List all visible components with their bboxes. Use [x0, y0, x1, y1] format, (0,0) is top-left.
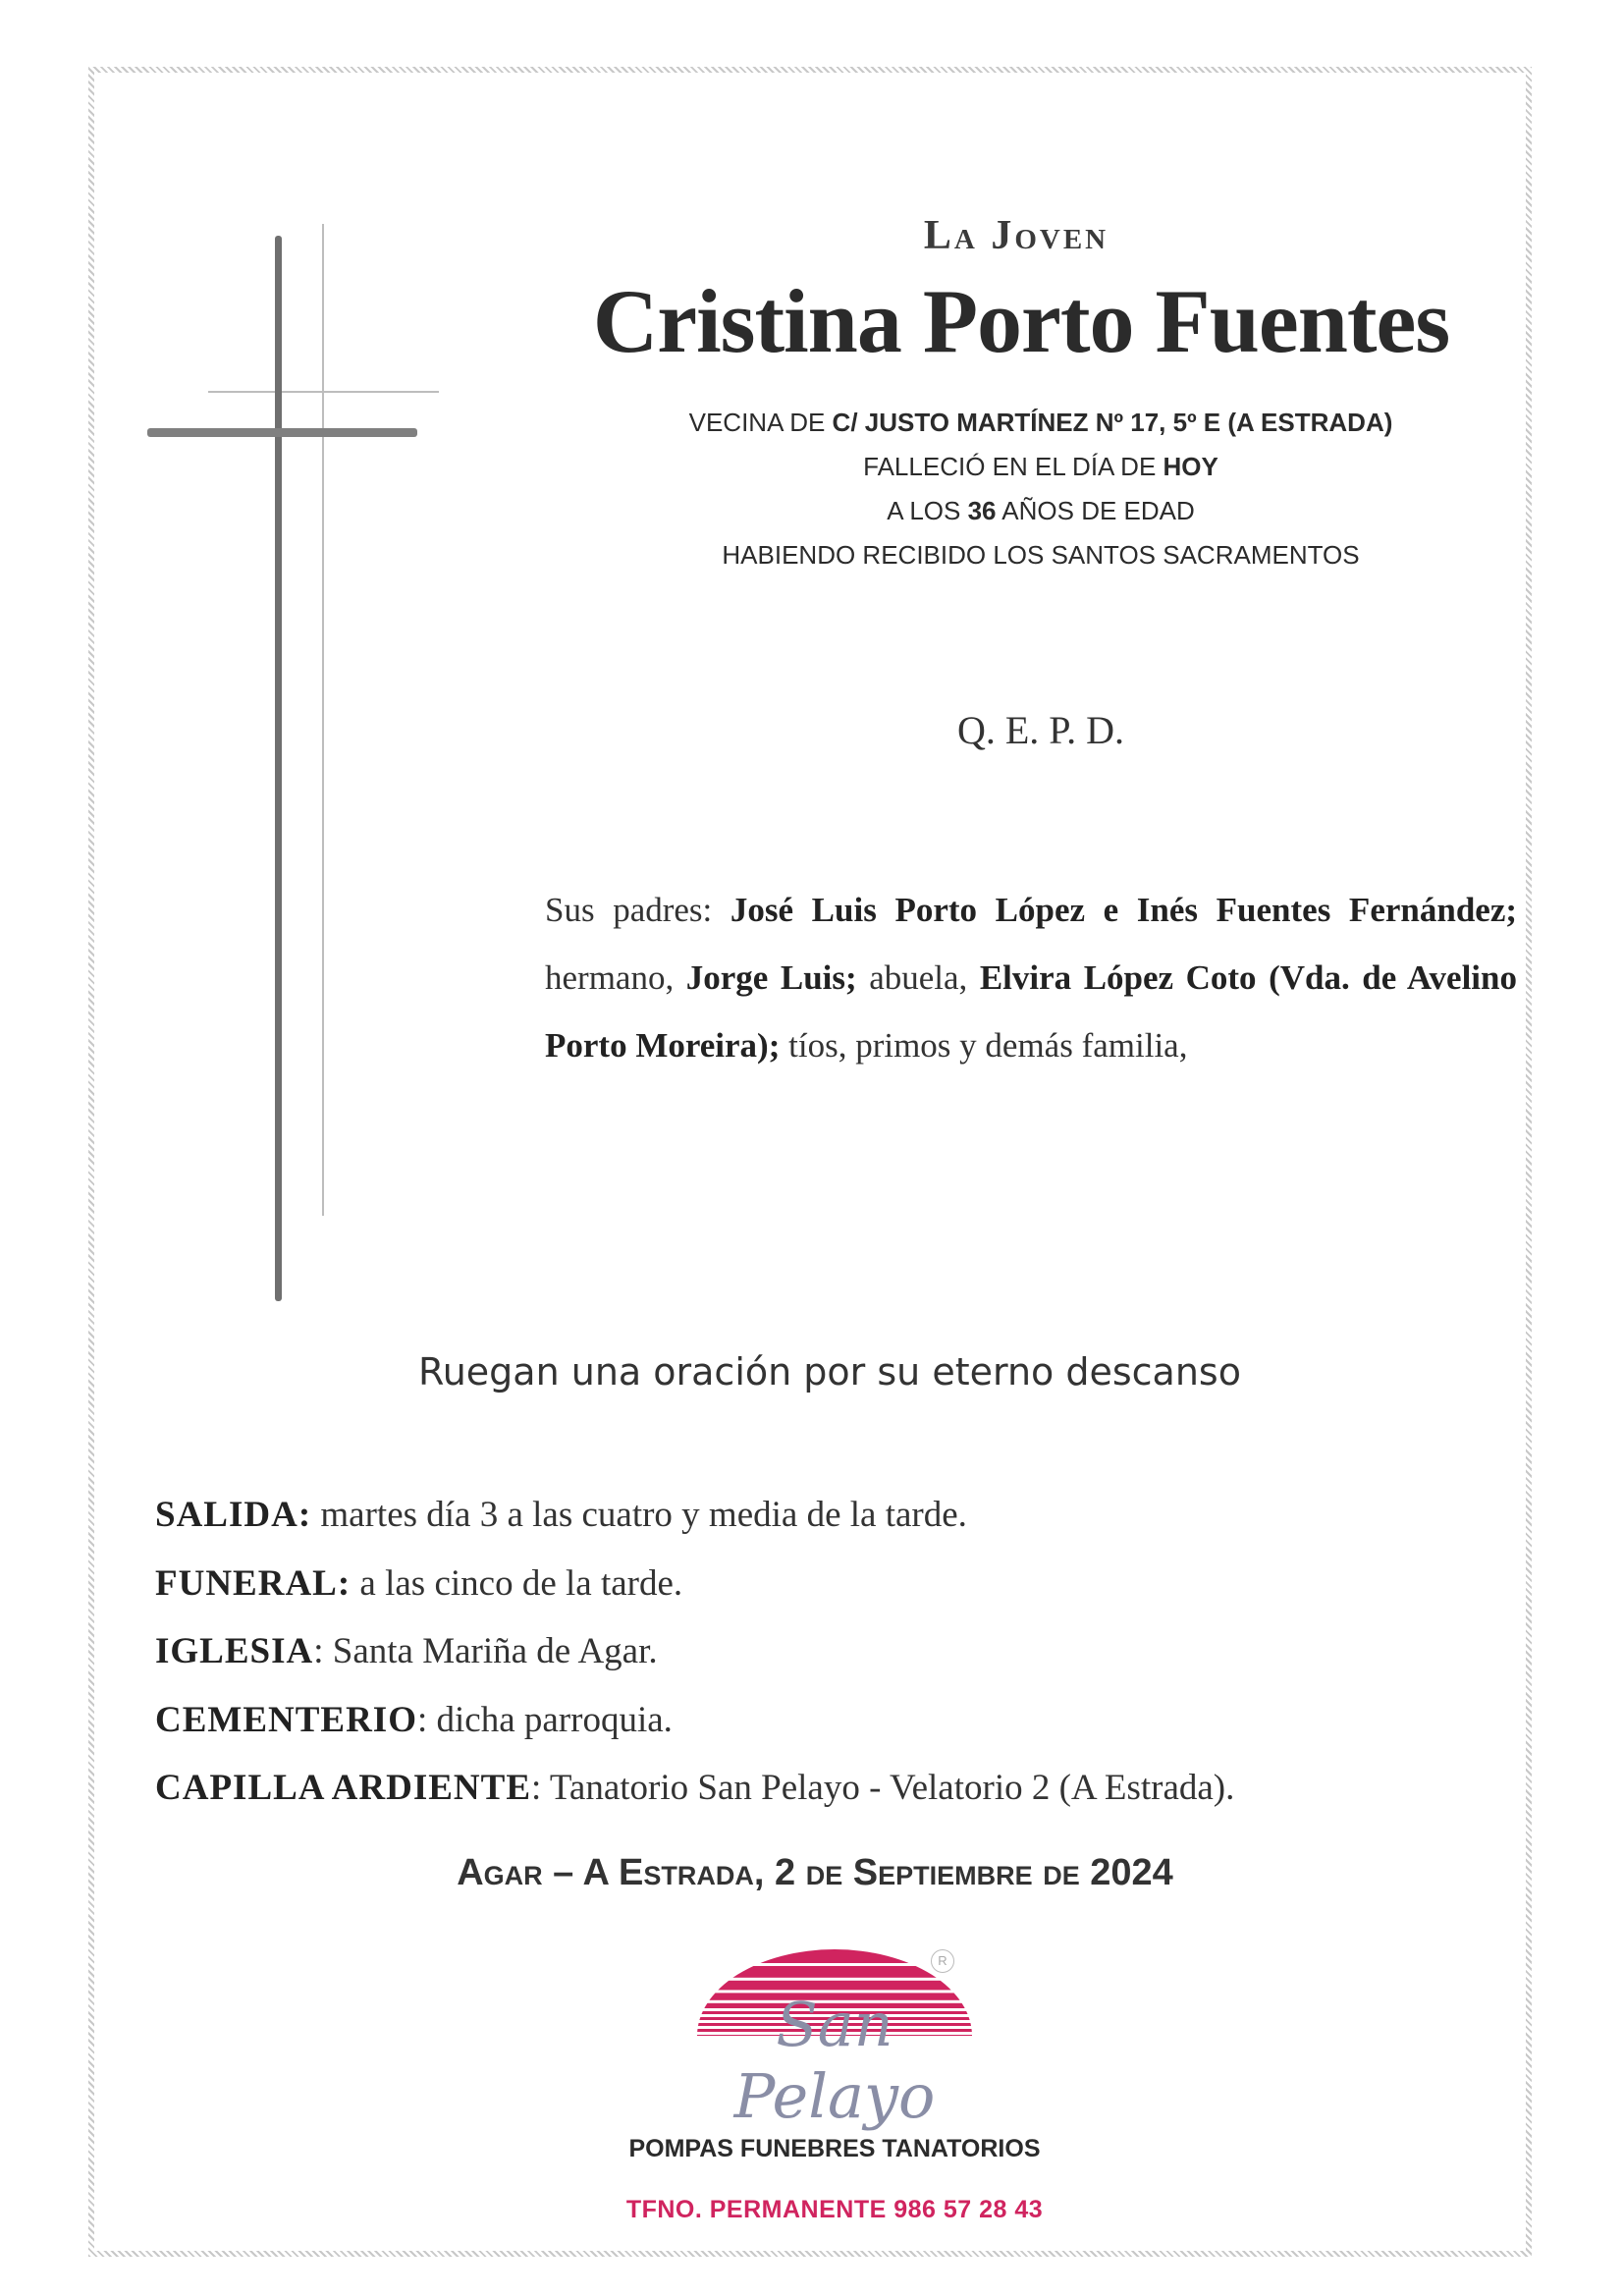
deceased-name: Cristina Porto Fuentes — [592, 271, 1450, 371]
info-line-sacraments: HABIENDO RECIBIDO LOS SANTOS SACRAMENTOS — [722, 540, 1360, 570]
san-pelayo-logo — [677, 1949, 992, 2132]
detail-funeral: FUNERAL: a las cinco de la tarde. — [155, 1562, 683, 1604]
prayer-line: Ruegan una oración por su eterno descanso — [418, 1350, 1241, 1394]
place-date: Agar – A Estrada, 2 de Septiembre de 2024 — [457, 1852, 1173, 1893]
registered-mark: R — [931, 1949, 954, 1973]
detail-capilla: CAPILLA ARDIENTE: Tanatorio San Pelayo - Velatorio 2 (A Estrada). — [155, 1768, 1235, 1808]
info-block — [589, 401, 1492, 577]
detail-cementerio: CEMENTERIO: dicha parroquia. — [155, 1699, 673, 1740]
company-tagline: POMPAS FUNEBRES TANATORIOS — [628, 2135, 1041, 2162]
info-line-death: FALLECIÓ EN EL DÍA DE HOY — [863, 452, 1218, 481]
service-details — [155, 1481, 1530, 1823]
header-label: La Joven — [923, 213, 1109, 258]
detail-salida: SALIDA: martes día 3 a las cuatro y media de la tarde. — [155, 1495, 967, 1535]
family-paragraph: Sus padres: José Luis Porto López e Inés Fuentes Fernández; hermano, Jorge Luis; abuela, Elvira López Coto (Vda. de Avelino Porto Moreira); tíos, primos y demás familia, — [545, 891, 1518, 1065]
info-line-address: VECINA DE C/ JUSTO MARTÍNEZ Nº 17, 5º E (A ESTRADA) — [688, 408, 1393, 437]
qepd: Q. E. P. D. — [956, 708, 1125, 752]
logo-script-text: San Pelayo — [733, 1989, 936, 2132]
info-line-age: A LOS 36 AÑOS DE EDAD — [887, 496, 1195, 525]
decorative-border — [88, 67, 1532, 2257]
company-phone: TFNO. PERMANENTE 986 57 28 43 — [625, 2196, 1044, 2223]
detail-iglesia: IGLESIA: Santa Mariña de Agar. — [155, 1631, 658, 1671]
